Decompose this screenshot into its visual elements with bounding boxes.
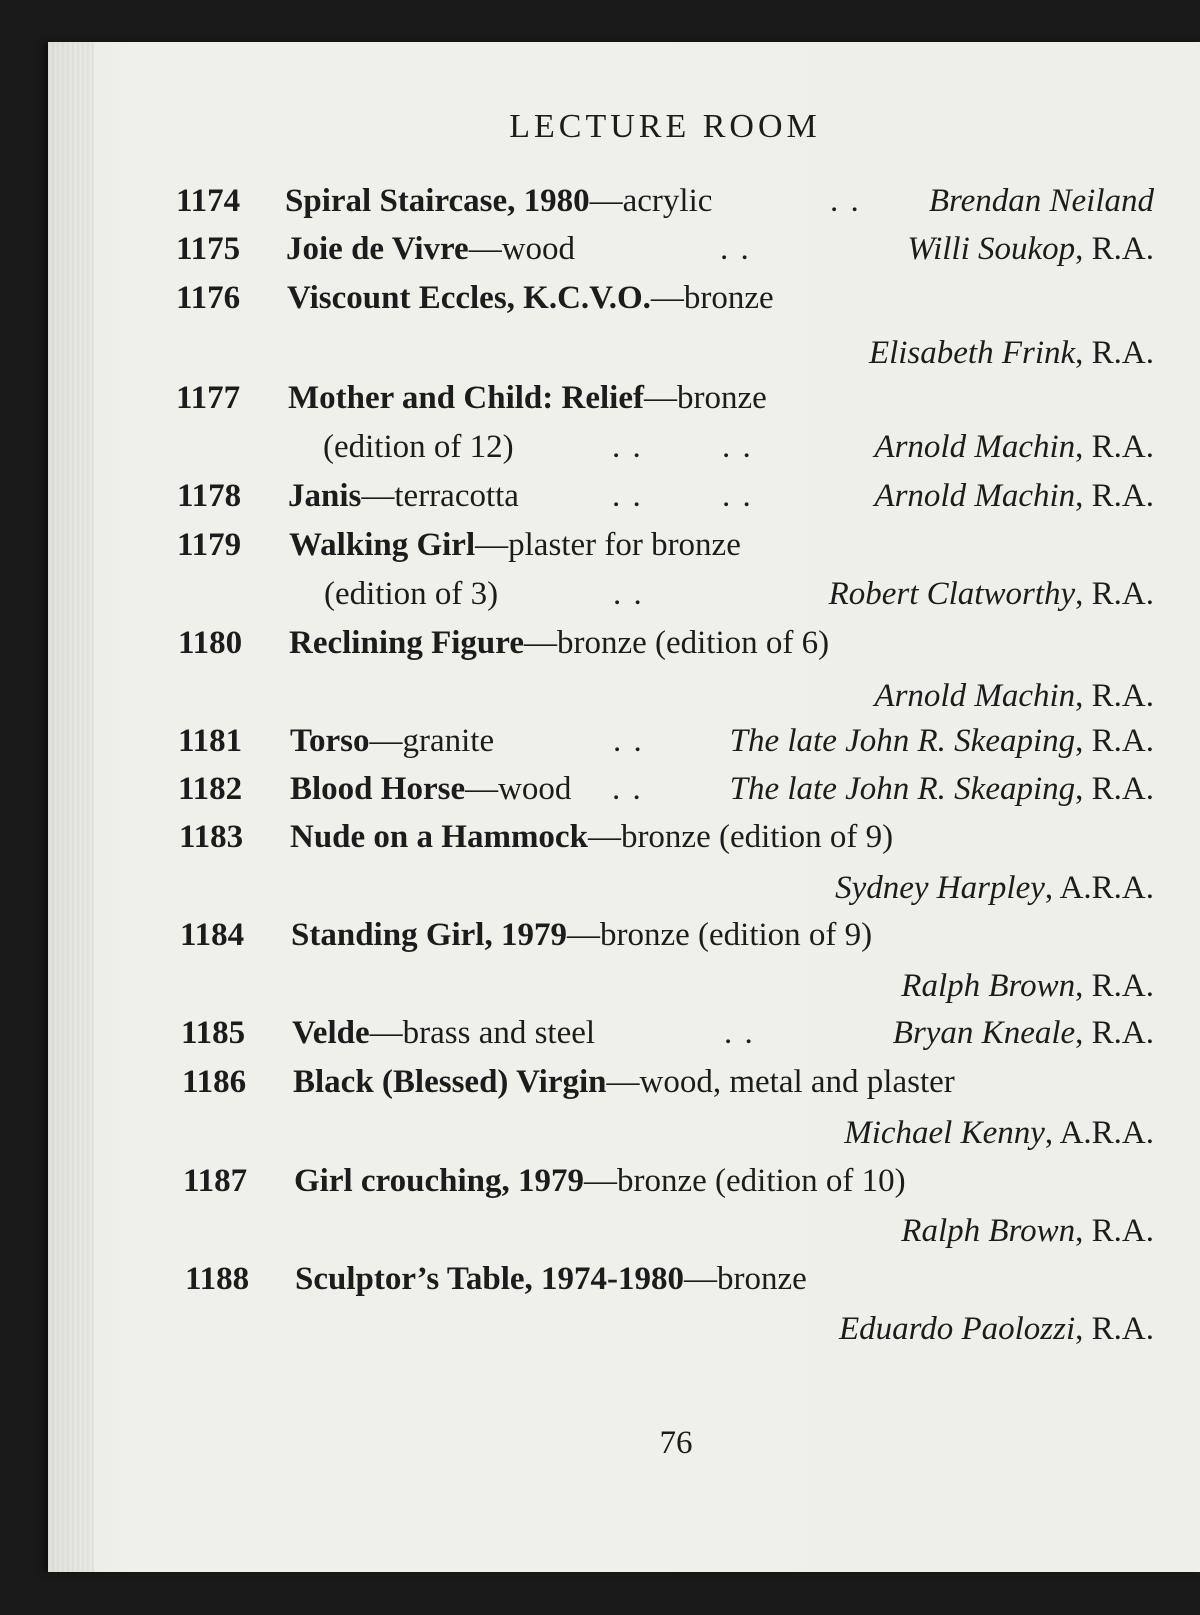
entry-title: Velde: [292, 1015, 370, 1051]
entry-artist: Brendan Neiland: [928, 183, 1154, 219]
catalogue-entry: [0, 619, 1200, 667]
entry-honour: , R.A.: [1075, 231, 1154, 267]
catalogue-entry-continuation: [0, 329, 1200, 377]
page-heading: LECTURE ROOM: [509, 108, 821, 145]
catalogue-entry: [0, 911, 1200, 959]
entry-title-line: [290, 765, 571, 813]
entry-title: Girl crouching, 1979: [294, 1163, 584, 1199]
catalogue-entry: [0, 374, 1200, 422]
leader-dots: . .: [830, 183, 861, 219]
entry-artist-line: [874, 472, 1154, 520]
catalogue-entry-continuation: [0, 570, 1200, 618]
entry-artist: Eduardo Paolozzi: [838, 1311, 1076, 1347]
entry-number: 1180: [178, 625, 243, 661]
leader-dots: . .: [612, 478, 643, 514]
catalogue-entry: [0, 274, 1200, 322]
entry-number: 1188: [185, 1261, 250, 1297]
entry-honour: , R.A.: [1075, 1015, 1154, 1051]
entry-medium: —bronze (edition of 9): [566, 917, 873, 953]
leader-dots: . .: [612, 429, 643, 465]
entry-artist: Arnold Machin: [874, 429, 1076, 465]
leader-dots: . .: [722, 429, 753, 465]
entry-number: 1187: [183, 1163, 248, 1199]
entry-artist: Arnold Machin: [874, 678, 1076, 714]
entry-title: Reclining Figure: [289, 625, 524, 661]
catalogue-entry: [0, 1157, 1200, 1205]
catalogue-entry: [0, 472, 1200, 520]
entry-artist: Michael Kenny: [844, 1115, 1045, 1151]
entry-artist-line: [835, 864, 1154, 912]
catalogue-entry-continuation: [0, 864, 1200, 912]
entry-artist: Robert Clatworthy: [828, 576, 1076, 612]
entry-artist: Ralph Brown: [901, 968, 1076, 1004]
entry-title: Sculptor’s Table, 1974-1980: [295, 1261, 685, 1297]
entry-title: Joie de Vivre: [286, 231, 469, 267]
entry-number: 1176: [176, 280, 241, 316]
leader-dots: . .: [612, 771, 643, 807]
entry-artist-line: [874, 672, 1154, 720]
entry-artist-line: [829, 570, 1154, 618]
leader-dots: . .: [722, 478, 753, 514]
entry-title-line: [289, 619, 829, 667]
leader-dots: . .: [613, 576, 644, 612]
entry-title-line: [290, 717, 494, 765]
entry-artist-line: [874, 423, 1154, 471]
entry-title-line: [288, 374, 767, 422]
entry-honour: , R.A.: [1075, 1311, 1154, 1347]
entry-honour: , R.A.: [1075, 335, 1154, 371]
entry-medium: —wood, metal and plaster: [606, 1064, 955, 1100]
catalogue-entry: [0, 765, 1200, 813]
entry-number: 1178: [177, 478, 242, 514]
entry-title: Walking Girl: [289, 527, 476, 563]
entry-number: 1186: [182, 1064, 247, 1100]
entry-title-line: [291, 911, 872, 959]
entry-artist: The late John R. Skeaping: [729, 771, 1076, 807]
entry-title: Standing Girl, 1979: [291, 917, 567, 953]
catalogue-entry-continuation: [0, 1109, 1200, 1157]
catalogue-entry: [0, 717, 1200, 765]
entry-title: Janis: [288, 478, 362, 514]
catalogue-entry-continuation: [0, 423, 1200, 471]
entry-honour: , A.R.A.: [1044, 1115, 1154, 1151]
catalogue-entry: [0, 1058, 1200, 1106]
entry-medium: —terracotta: [361, 478, 519, 514]
entry-artist-line: [929, 177, 1154, 225]
entry-medium: —bronze (edition of 10): [583, 1163, 906, 1199]
entry-title: Torso: [290, 723, 370, 759]
entry-title: Viscount Eccles, K.C.V.O.: [287, 280, 651, 316]
entry-title-line: [286, 225, 575, 273]
catalogue-entry: [0, 1009, 1200, 1057]
catalogue-entry: [0, 177, 1200, 225]
entry-number: 1185: [181, 1015, 246, 1051]
entry-artist-line: [901, 962, 1154, 1010]
entry-edition: (edition of 3): [324, 576, 499, 612]
entry-honour: , R.A.: [1075, 968, 1154, 1004]
entry-title-line: [295, 1255, 807, 1303]
entry-medium: —plaster for bronze: [475, 527, 741, 563]
entry-medium: —bronze: [684, 1261, 807, 1297]
entry-number: 1177: [176, 380, 241, 416]
entry-number: 1175: [176, 231, 241, 267]
leader-dots: . .: [613, 723, 644, 759]
catalogue-entry: [0, 1255, 1200, 1303]
entry-honour: , R.A.: [1075, 429, 1154, 465]
entry-artist: The late John R. Skeaping: [729, 723, 1076, 759]
page-number: 76: [659, 1425, 693, 1461]
entry-honour: , R.A.: [1075, 771, 1154, 807]
entry-medium: —bronze (edition of 6): [523, 625, 830, 661]
entry-artist-line: [844, 1109, 1154, 1157]
entry-honour: , R.A.: [1075, 1213, 1154, 1249]
entry-medium: —bronze: [643, 380, 767, 416]
leader-dots: . .: [720, 231, 751, 267]
entry-title: Mother and Child: Relief: [288, 380, 644, 416]
entry-title-line: [292, 1009, 595, 1057]
catalogue-entry: [0, 813, 1200, 861]
entry-medium: —wood: [465, 771, 572, 807]
entry-artist-line: [907, 225, 1154, 273]
entry-honour: , R.A.: [1075, 723, 1154, 759]
catalogue-entry-continuation: [0, 1305, 1200, 1353]
entry-artist-line: [869, 329, 1154, 377]
entry-edition: (edition of 12): [323, 429, 514, 465]
entry-title-line: [287, 274, 774, 322]
entry-artist: Sydney Harpley: [835, 870, 1045, 906]
entry-artist: Willi Soukop: [907, 231, 1076, 267]
entry-number: 1182: [178, 771, 243, 807]
catalogue-entry: [0, 521, 1200, 569]
entry-medium: —bronze (edition of 9): [587, 819, 894, 855]
entry-artist-line: [893, 1009, 1154, 1057]
entry-title-line: [293, 1058, 955, 1106]
entry-artist-line: [730, 717, 1154, 765]
entry-title: Black (Blessed) Virgin: [293, 1064, 607, 1100]
entry-honour: , A.R.A.: [1044, 870, 1154, 906]
entry-medium: —wood: [468, 231, 576, 267]
entry-medium: —acrylic: [589, 183, 713, 219]
entry-medium: —brass and steel: [369, 1015, 596, 1051]
entry-title: Spiral Staircase, 1980: [285, 183, 590, 219]
entry-title: Blood Horse: [290, 771, 466, 807]
entry-number: 1184: [180, 917, 245, 953]
leader-dots: . .: [724, 1015, 755, 1051]
entry-number: 1181: [178, 723, 243, 759]
entry-honour: , R.A.: [1075, 576, 1154, 612]
entry-artist: Elisabeth Frink: [868, 335, 1076, 371]
entry-artist: Bryan Kneale: [892, 1015, 1076, 1051]
entry-title-line: [285, 177, 712, 225]
entry-artist: Arnold Machin: [874, 478, 1076, 514]
catalogue-entry-continuation: [0, 1207, 1200, 1255]
entry-number: 1183: [179, 819, 244, 855]
entry-artist-line: [839, 1305, 1154, 1353]
entry-title-line: [288, 472, 519, 520]
entry-honour: , R.A.: [1075, 678, 1154, 714]
catalogue-entry: [0, 225, 1200, 273]
catalogue-entry-continuation: [0, 672, 1200, 720]
entry-title-line: [289, 521, 741, 569]
entry-medium: —bronze: [650, 280, 774, 316]
entry-artist-line: [901, 1207, 1154, 1255]
entry-number: 1179: [177, 527, 242, 563]
entry-medium: —granite: [369, 723, 495, 759]
entry-title: Nude on a Hammock: [290, 819, 588, 855]
entry-number: 1174: [176, 183, 241, 219]
entry-honour: , R.A.: [1075, 478, 1154, 514]
entry-title-line: [294, 1157, 906, 1205]
entry-title-line: [290, 813, 893, 861]
catalogue-entry-continuation: [0, 962, 1200, 1010]
entry-artist-line: [730, 765, 1154, 813]
entry-artist: Ralph Brown: [901, 1213, 1076, 1249]
